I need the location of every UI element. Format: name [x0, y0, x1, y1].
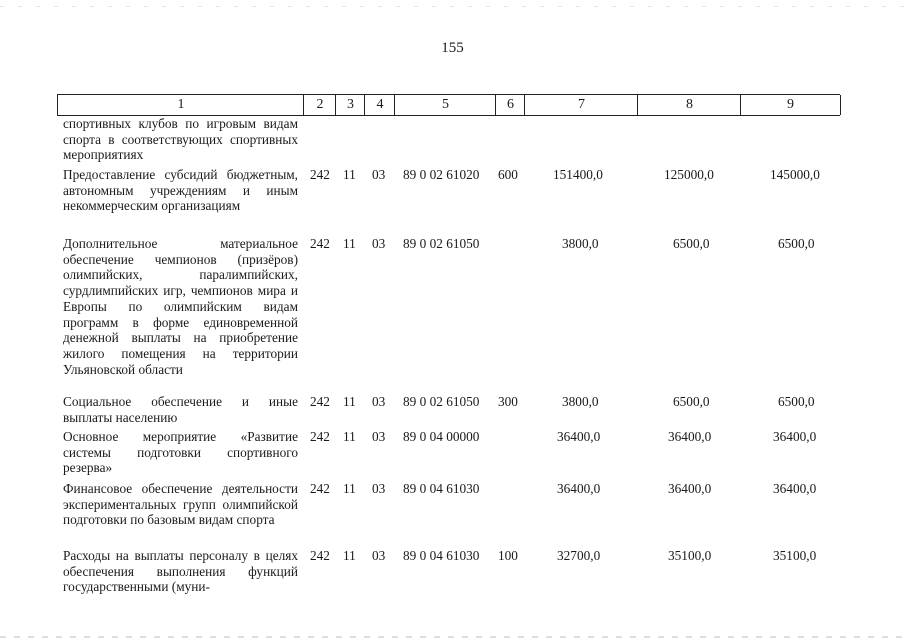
- cell-col-2: 242: [310, 429, 330, 444]
- scan-top-edge: [0, 6, 905, 7]
- header-col-6: 6: [495, 95, 525, 115]
- cell-col-6: 300: [498, 394, 518, 409]
- cell-col-2: 242: [310, 167, 330, 182]
- cell-col-7: 3800,0: [562, 236, 599, 251]
- cell-col-6: 600: [498, 167, 518, 182]
- cell-col-8: 35100,0: [668, 548, 712, 563]
- cell-col-8: 36400,0: [668, 429, 712, 444]
- cell-col-3: 11: [343, 394, 356, 409]
- cell-col-5: 89 0 04 61030: [403, 481, 480, 496]
- cell-col-5: 89 0 02 61050: [403, 236, 480, 251]
- cell-col-8: 36400,0: [668, 481, 712, 496]
- cell-col-4: 03: [372, 548, 386, 563]
- cell-col-9: 36400,0: [773, 481, 817, 496]
- cell-col-9: 145000,0: [770, 167, 820, 182]
- cell-col-8: 6500,0: [673, 236, 710, 251]
- cell-col-9: 6500,0: [778, 394, 815, 409]
- cell-col-4: 03: [372, 481, 386, 496]
- cell-col-5: 89 0 04 00000: [403, 429, 480, 444]
- cell-col-3: 11: [343, 481, 356, 496]
- cell-col-7: 32700,0: [557, 548, 601, 563]
- cell-col-7: 151400,0: [553, 167, 603, 182]
- row-description: спортивных клубов по игровым видам спорта в соответствующих спортивных мероприятиях: [63, 116, 298, 163]
- cell-col-3: 11: [343, 236, 356, 251]
- cell-col-4: 03: [372, 429, 386, 444]
- row-description: Дополнительное материальное обеспечение чемпионов (призёров) олимпийских, паралимпийских, сурдлимпийских игр, чемпионов мира и Европы по олимпийским видам программ в форме единовременной денежной выплаты на приобретение жилого помещения на территории Ульяновской области: [63, 236, 298, 377]
- cell-col-4: 03: [372, 167, 386, 182]
- cell-col-3: 11: [343, 429, 356, 444]
- row-description: Социальное обеспечение и иные выплаты населению: [63, 394, 298, 425]
- cell-col-5: 89 0 04 61030: [403, 548, 480, 563]
- cell-col-7: 36400,0: [557, 429, 601, 444]
- cell-col-4: 03: [372, 236, 386, 251]
- cell-col-5: 89 0 02 61020: [403, 167, 480, 182]
- cell-col-9: 6500,0: [778, 236, 815, 251]
- cell-col-8: 6500,0: [673, 394, 710, 409]
- header-col-2: 2: [303, 95, 336, 115]
- row-description: Основное мероприятие «Развитие системы подготовки спортивного резерва»: [63, 429, 298, 476]
- cell-col-6: 100: [498, 548, 518, 563]
- header-col-3: 3: [335, 95, 365, 115]
- row-description: Финансовое обеспечение деятельности экспериментальных групп олимпийской подготовки по базовым видам спорта: [63, 481, 298, 528]
- cell-col-2: 242: [310, 394, 330, 409]
- header-col-1: 1: [57, 95, 304, 115]
- cell-col-3: 11: [343, 167, 356, 182]
- cell-col-2: 242: [310, 548, 330, 563]
- row-description: Предоставление субсидий бюджетным, автономным учреждениям и иным некоммерческим организациям: [63, 167, 298, 214]
- cell-col-5: 89 0 02 61050: [403, 394, 480, 409]
- cell-col-9: 35100,0: [773, 548, 817, 563]
- cell-col-4: 03: [372, 394, 386, 409]
- scan-bottom-edge: [0, 636, 905, 638]
- cell-col-2: 242: [310, 481, 330, 496]
- cell-col-7: 3800,0: [562, 394, 599, 409]
- header-col-8: 8: [637, 95, 741, 115]
- cell-col-2: 242: [310, 236, 330, 251]
- cell-col-8: 125000,0: [664, 167, 714, 182]
- header-col-7: 7: [524, 95, 638, 115]
- cell-col-9: 36400,0: [773, 429, 817, 444]
- page-number: 155: [441, 40, 464, 56]
- header-col-4: 4: [364, 95, 395, 115]
- header-col-9: 9: [740, 95, 841, 115]
- cell-col-3: 11: [343, 548, 356, 563]
- header-col-5: 5: [394, 95, 496, 115]
- table-header: [57, 94, 840, 116]
- row-description: Расходы на выплаты персоналу в целях обеспечения выполнения функций государственными (муни-: [63, 548, 298, 595]
- cell-col-7: 36400,0: [557, 481, 601, 496]
